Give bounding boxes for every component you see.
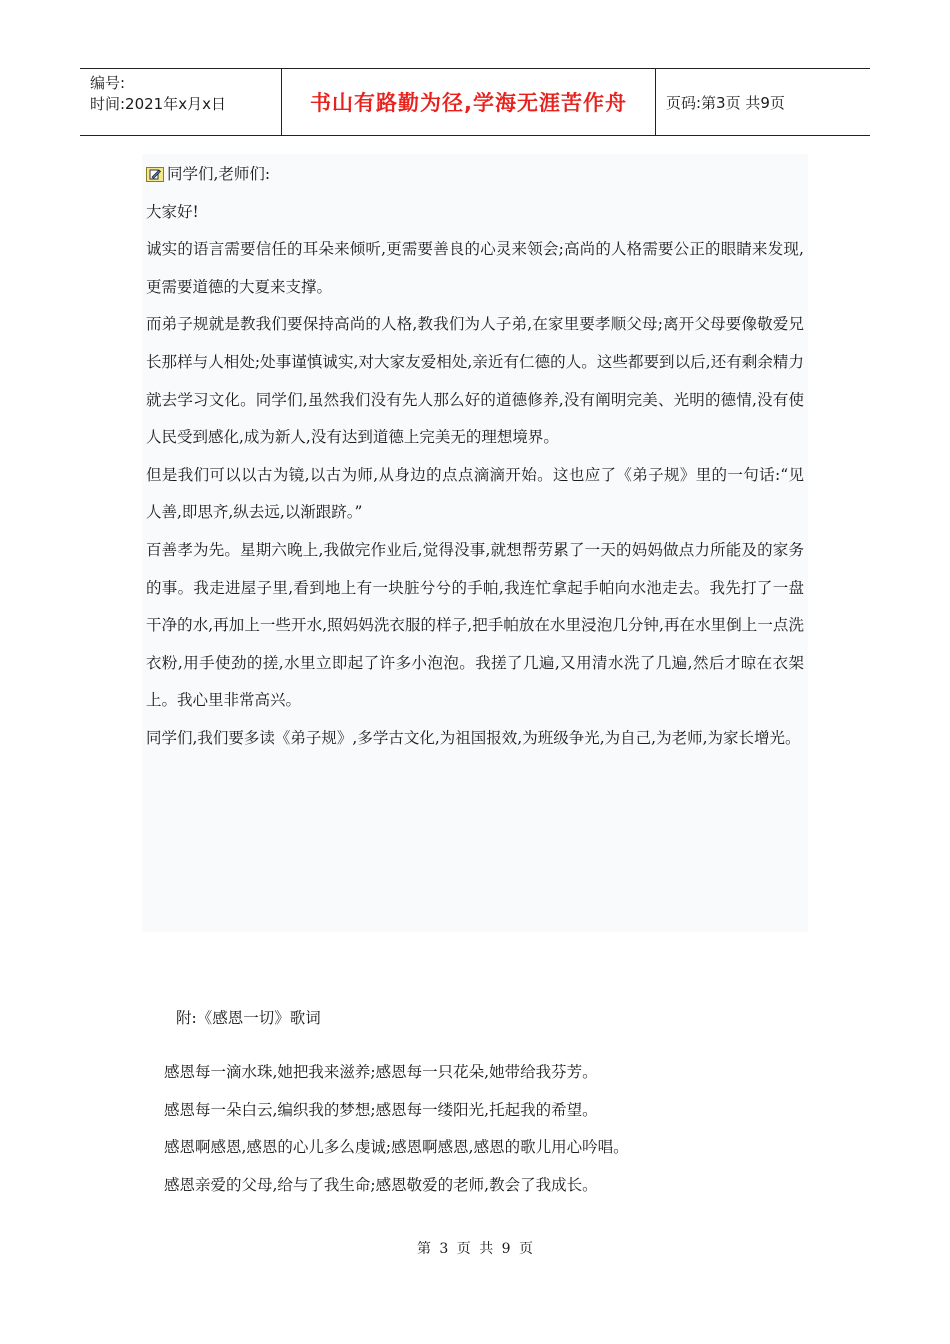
header-page-label: 页码:第3页 共9页 bbox=[666, 93, 785, 112]
greeting-line bbox=[146, 156, 804, 194]
greeting-text: 同学们,老师们: bbox=[167, 165, 271, 183]
page-footer: 第 3 页 共 9 页 bbox=[416, 1241, 534, 1257]
lyric-line: 感恩每一朵白云,编织我的梦想;感恩每一缕阳光,托起我的希望。 bbox=[164, 1100, 598, 1119]
speech-content bbox=[142, 154, 808, 932]
speech-paragraph: 而弟子规就是教我们要保持高尚的人格,教我们为人子弟,在家里要孝顺父母;离开父母要像敬爱兄长那样与人相处;处事谨慎诚实,对大家友爱相处,亲近有仁德的人。这些都要到以后,还有剩余精力就去学习文化。同学们,虽然我们没有先人那么好的道德修养,没有阐明完美、光明的德情,没有使人民受到感化,成为新人,没有达到道德上完美无的理想境界。 bbox=[146, 315, 804, 447]
lyric-line: 感恩亲爱的父母,给与了我生命;感恩敬爱的老师,教会了我成长。 bbox=[164, 1175, 598, 1194]
header-left-cell bbox=[80, 69, 282, 135]
lyric-line: 感恩每一滴水珠,她把我来滋养;感恩每一只花朵,她带给我芬芳。 bbox=[164, 1063, 598, 1081]
lyrics-block bbox=[164, 1054, 844, 1204]
speech-paragraph: 诚实的语言需要信任的耳朵来倾听,更需要善良的心灵来领会;高尚的人格需要公正的眼睛来发现,更需要道德的大夏来支撑。 bbox=[146, 240, 804, 296]
document-time-label: 时间:2021年x月x日 bbox=[90, 95, 226, 113]
document-number-label: 编号: bbox=[90, 74, 126, 92]
speech-paragraph: 同学们,我们要多读《弟子规》,多学古文化,为祖国报效,为班级争光,为自己,为老师,为家长增光。 bbox=[146, 728, 801, 747]
page-header bbox=[80, 68, 870, 136]
memo-icon bbox=[146, 167, 164, 182]
appendix-section bbox=[164, 1000, 844, 1204]
speech-paragraph: 但是我们可以以古为镜,以古为师,从身边的点点滴滴开始。这也应了《弟子规》里的一句话:“见人善,即思齐,纵去远,以渐跟跻。” bbox=[146, 465, 804, 522]
header-motto: 书山有路勤为径,学海无涯苦作舟 bbox=[282, 69, 656, 135]
appendix-title: 附:《感恩一切》歌词 bbox=[176, 1009, 321, 1027]
lyric-line: 感恩啊感恩,感恩的心儿多么虔诚;感恩啊感恩,感恩的歌儿用心吟唱。 bbox=[164, 1138, 629, 1156]
speech-paragraph: 百善孝为先。星期六晚上,我做完作业后,觉得没事,就想帮劳累了一天的妈妈做点力所能及的家务的事。我走进屋子里,看到地上有一块脏兮兮的手帕,我连忙拿起手帕向水池走去。我先打了一盘干净的水,再加上一些开水,照妈妈洗衣服的样子,把手帕放在水里浸泡几分钟,再在水里倒上一点洗衣粉,用手使劲的搓,水里立即起了许多小泡泡。我搓了几遍,又用清水洗了几遍,然后才晾在衣架上。我心里非常高兴。 bbox=[146, 540, 804, 710]
speech-paragraph: 大家好! bbox=[146, 202, 199, 221]
